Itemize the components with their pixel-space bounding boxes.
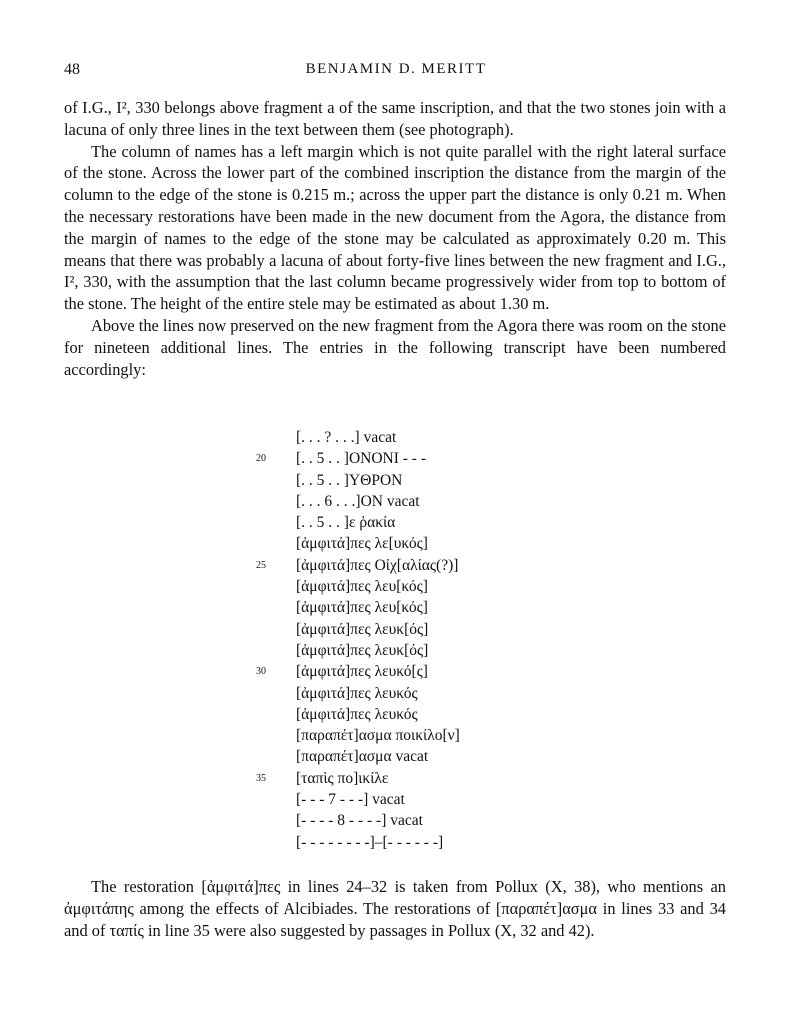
body-paragraphs <box>64 97 726 380</box>
line-text: [- - - - 8 - - - -] vacat <box>296 812 423 830</box>
paragraph-1: of I.G., I², 330 belongs above fragment a of the same inscription, and that the two stones join with a lacuna of only three lines in the text between them (see photograph). <box>64 98 726 139</box>
line-text: [ἀμφιτά]πες λευ[κός] <box>296 578 428 596</box>
line-text: [ἀμφιτά]πες λευκό[ς] <box>296 663 428 681</box>
line-number: 25 <box>256 559 266 571</box>
line-text: [ἀμφιτά]πες λευκ[ός] <box>296 641 429 659</box>
line-number: 30 <box>256 666 266 678</box>
line-text: [. . 5 . . ]ONONI - - - <box>296 450 426 468</box>
footer-paragraph: The restoration [ἀμφιτά]πες in lines 24–32 is taken from Pollux (X, 38), who mentions an ἀμφιτάπης among the effects of Alcibiades. The restorations of [παραπέτ]ασμα in lines 33 and 34 and of ταπίς in line 35 were also suggested by passages in Pollux (X, 32 and 42). <box>64 877 726 940</box>
line-text: [. . . ? . . .] vacat <box>296 429 397 446</box>
paragraph-3: Above the lines now preserved on the new fragment from the Agora there was room on the stone for nineteen additional lines. The entries in the following transcript have been numbered accordingly: <box>64 315 726 379</box>
line-number: 20 <box>256 453 266 465</box>
line-text: [- - - 7 - - -] vacat <box>296 791 405 809</box>
line-text: [ἀμφιτά]πες λευκός <box>296 684 418 702</box>
running-title: BENJAMIN D. MERITT <box>305 61 487 77</box>
line-text: [ἀμφιτά]πες λευκ[ός] <box>296 620 429 638</box>
line-text: [. . 5 . . ]YΘPON <box>296 471 403 489</box>
paragraph-2: The column of names has a left margin which is not quite parallel with the right lateral surface of the stone. Across the lower part of the combined inscription the distance from the margin of the column to the edge of the stone is 0.215 m.; across the upper part the distance is only 0.21 m. When the necessary restorations have been made in the new document from the Agora, the distance from the margin of names to the edge of the stone may be calculated as approximately 0.20 m. This means that there was probably a lacuna of about forty-five lines between the new fragment and I.G., I², 330, with the assumption that the last column became progressively wider from top to bottom of the stone. The height of the entire stele may be estimated as about 1.30 m. <box>64 141 726 314</box>
line-text: [. . . 6 . . .]ON vacat <box>296 492 420 510</box>
line-text: [παραπέτ]ασμα ποικίλο[ν] <box>296 727 460 745</box>
line-text: [. . 5 . . ]ε ῥακία <box>296 514 396 532</box>
line-text: [ἀμφιτά]πες λευ[κός] <box>296 599 428 617</box>
line-text: [ταπὶς πο]ικίλε <box>296 769 389 787</box>
line-number: 35 <box>256 772 266 784</box>
line-text: [ἀμφιτά]πες λε[υκός] <box>296 535 428 553</box>
line-text: [ἀμφιτά]πες λευκός <box>296 705 418 723</box>
page-number: 48 <box>64 61 80 78</box>
line-text: [ἀμφιτά]πες Οἰχ[αλίας(?)] <box>296 556 459 574</box>
line-text: [- - - - - - - -]–[- - - - - -] <box>296 833 444 851</box>
line-text: [παραπέτ]ασμα vacat <box>296 748 429 766</box>
